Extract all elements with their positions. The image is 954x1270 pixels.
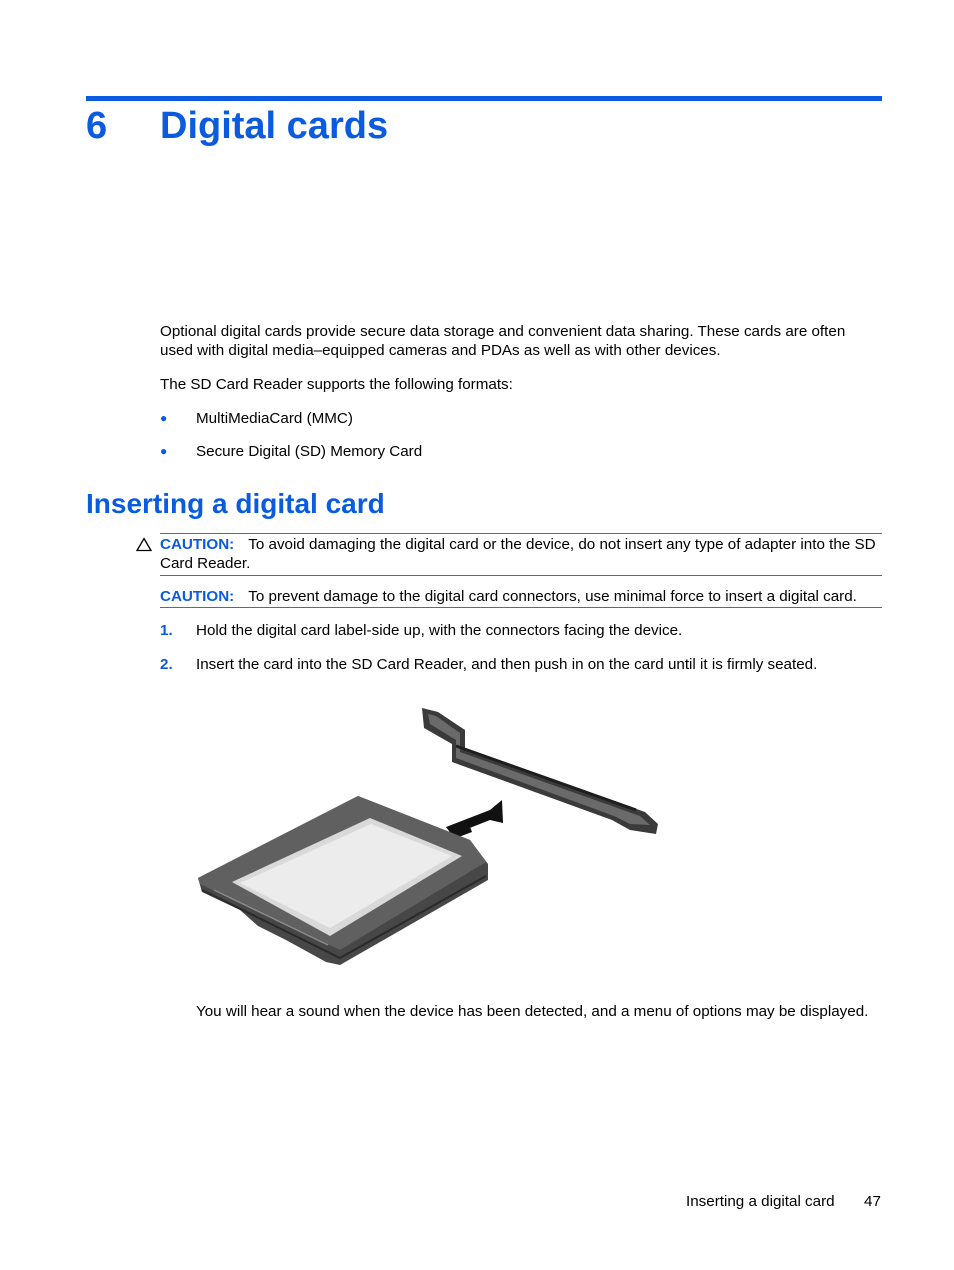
insertion-arrow-icon [446, 800, 503, 838]
caution-text: To prevent damage to the digital card connectors, use minimal force to insert a digital card. [248, 588, 857, 605]
sd-card-insertion-figure [190, 700, 670, 975]
section-heading: Inserting a digital card [86, 488, 385, 519]
step-item [160, 621, 882, 640]
step-text: Insert the card into the SD Card Reader, and then push in on the card until it is firmly seated. [196, 656, 818, 673]
bullet-dot-icon: ● [160, 411, 168, 425]
after-figure-text: You will hear a sound when the device has been detected, and a menu of options may be displayed. [196, 1003, 869, 1020]
list-item [160, 409, 882, 428]
intro-paragraph: Optional digital cards provide secure data storage and convenient data sharing. These cards are often used with digital media–equipped cameras and PDAs as well as with other devices. [160, 323, 846, 359]
bullet-dot-icon: ● [160, 444, 168, 458]
list-item-text: Secure Digital (SD) Memory Card [196, 443, 423, 460]
step-number: 1. [160, 622, 173, 639]
chapter-title: Digital cards [160, 105, 389, 147]
caution-label: CAUTION: [160, 536, 235, 553]
chapter-number: 6 [86, 105, 108, 147]
sd-card [198, 796, 488, 965]
card-reader-slot [422, 708, 658, 834]
caution-label: CAUTION: [160, 588, 235, 605]
caution-note [160, 587, 882, 608]
footer-section-name: Inserting a digital card [686, 1193, 835, 1210]
list-item [160, 442, 882, 461]
formats-intro: The SD Card Reader supports the following formats: [160, 376, 513, 393]
caution-text: To avoid damaging the digital card or the device, do not insert any type of adapter into the SD Card Reader. [160, 536, 876, 572]
caution-note [160, 533, 882, 576]
list-item-text: MultiMediaCard (MMC) [196, 410, 353, 427]
footer-page-number: 47 [864, 1193, 881, 1210]
caution-triangle-icon [136, 537, 152, 552]
chapter-heading [86, 100, 388, 152]
step-text: Hold the digital card label-side up, with the connectors facing the device. [196, 622, 683, 639]
step-number: 2. [160, 656, 173, 673]
step-item [160, 655, 882, 674]
